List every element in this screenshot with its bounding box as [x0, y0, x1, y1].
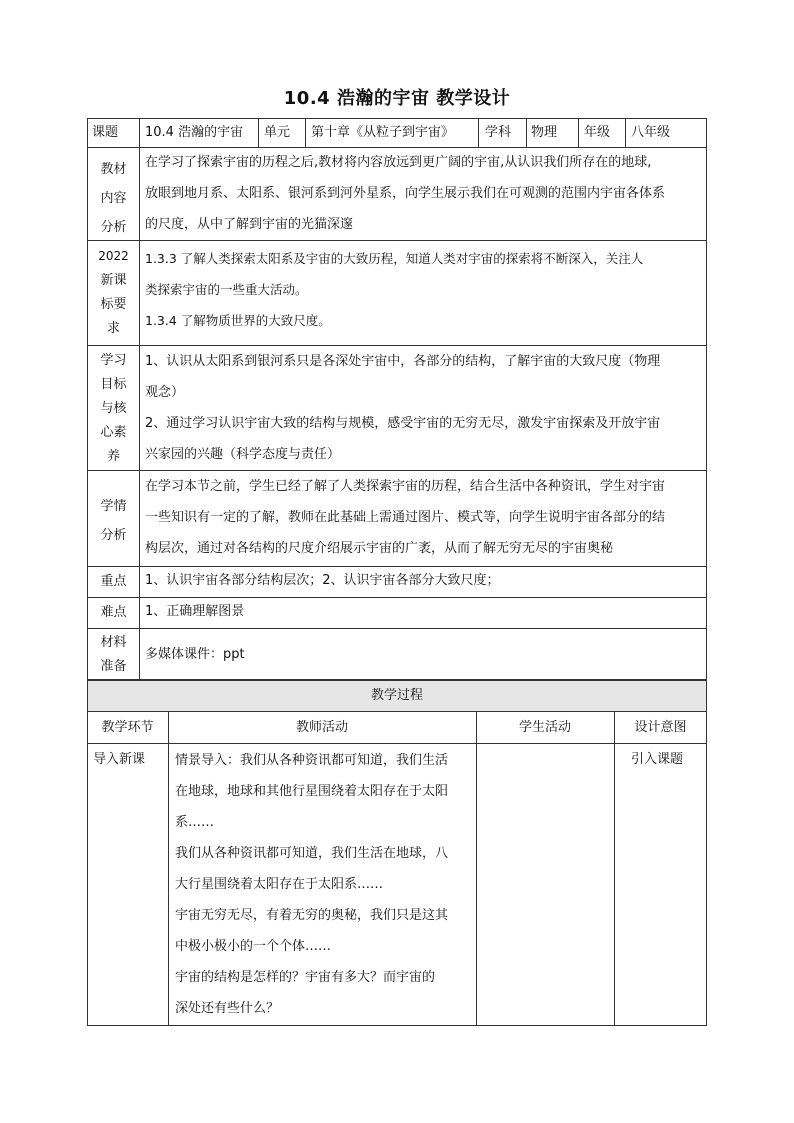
col-divider	[305, 118, 306, 147]
keti-value: 10.4 浩瀚的宇宙	[145, 125, 244, 140]
col-divider	[139, 118, 140, 680]
xueke-label: 学科	[485, 125, 512, 140]
zhongdian-content: 1、认识宇宙各部分结构层次；2、认识宇宙各部分大致尺度；	[145, 573, 500, 588]
nianji-label: 年级	[584, 125, 611, 140]
col-divider	[478, 118, 479, 147]
row-divider	[87, 566, 707, 567]
keti-label: 课题	[92, 125, 119, 140]
jiaocai-content: 在学习了探索宇宙的历程之后,教材将内容放远到更广阔的宇宙,从认识我们所存在的地球, 放眼到地月系、太阳系、银河系到河外星系，向学生展示我们在可观测的范围内宇宙各体系 的尺度，从中了解到宇宙的光猫深邃	[145, 155, 666, 232]
intent-cell: 引入课题	[631, 752, 684, 767]
jiaocai-label: 教材 内容 分析	[100, 162, 127, 235]
col-divider	[526, 118, 527, 147]
xueqing-content: 在学习本节之前，学生已经了解了人类探索宇宙的历程，结合生活中各种资讯，学生对宇宙 一些知识有一定的了解，教师在此基础上需通过图片、模式等，向学生说明宇宙各部分的结 构层次，通过对各结构的尺度介绍展示宇宙的广袤，从而了解无穷无尽的宇宙奥秘	[145, 479, 666, 556]
column-header-student: 学生活动	[518, 720, 571, 735]
mubiao-label: 学习 目标 与核 心素 养	[100, 353, 127, 464]
row-divider	[87, 597, 707, 598]
nianji-value: 八年级	[631, 125, 671, 140]
cailiao-content: 多媒体课件：ppt	[145, 647, 245, 662]
nandian-content: 1、正确理解图景	[145, 604, 245, 619]
row-divider	[87, 628, 707, 629]
nandian-label: 难点	[100, 605, 127, 620]
danyuan-label: 单元	[264, 125, 291, 140]
stage-cell: 导入新课	[93, 752, 146, 767]
column-header-intent: 设计意图	[634, 720, 687, 735]
document-title: 10.4 浩瀚的宇宙 教学设计	[283, 88, 511, 109]
row-divider	[87, 240, 707, 241]
col-divider	[258, 118, 259, 147]
kebiao-content: 1.3.3 了解人类探索太阳系及宇宙的大致历程，知道人类对宇宙的探索将不断深入，关注人 类探索宇宙的一些重大活动。 1.3.4 了解物质世界的大致尺度。	[145, 251, 644, 328]
col-divider	[578, 118, 579, 147]
process-section-title: 教学过程	[370, 688, 423, 703]
zhongdian-label: 重点	[100, 574, 127, 589]
teacher-activity-cell: 情景导入：我们从各种资讯都可知道，我们生活 在地球，地球和其他行星围绕着太阳存在于太阳 系…… 我们从各种资讯都可知道，我们生活在地球，八 大行星围绕着太阳存在于太阳系…… 宇宙无穷无尽，有着无穷的奥秘，我们只是这其 中极小极小的一个个体…… 宇宙的结构是怎样的？宇宙有多大？而宇宙的 深处还有些什么？	[175, 753, 449, 1016]
col-divider	[476, 711, 477, 1026]
danyuan-value: 第十章《从粒子到宇宙》	[311, 125, 455, 140]
xueke-value: 物理	[531, 125, 558, 140]
col-divider	[168, 711, 169, 1026]
column-header-teacher: 教师活动	[295, 720, 348, 735]
kebiao-label: 2022 新课 标要 求	[98, 249, 129, 336]
mubiao-content: 1、认识从太阳系到银河系只是各深处宇宙中，各部分的结构，了解宇宙的大致尺度（物理 观念） 2、通过学习认识宇宙大致的结构与规模，感受宇宙的无穷无尽，激发宇宙探索及开放宇宙 兴家园的兴趣（科学态度与责任）	[145, 354, 661, 462]
cailiao-label: 材料 准备	[100, 635, 127, 674]
column-header-stage: 教学环节	[101, 720, 154, 735]
col-divider	[625, 118, 626, 147]
col-divider	[614, 711, 615, 1026]
xueqing-label: 学情 分析	[100, 499, 127, 543]
